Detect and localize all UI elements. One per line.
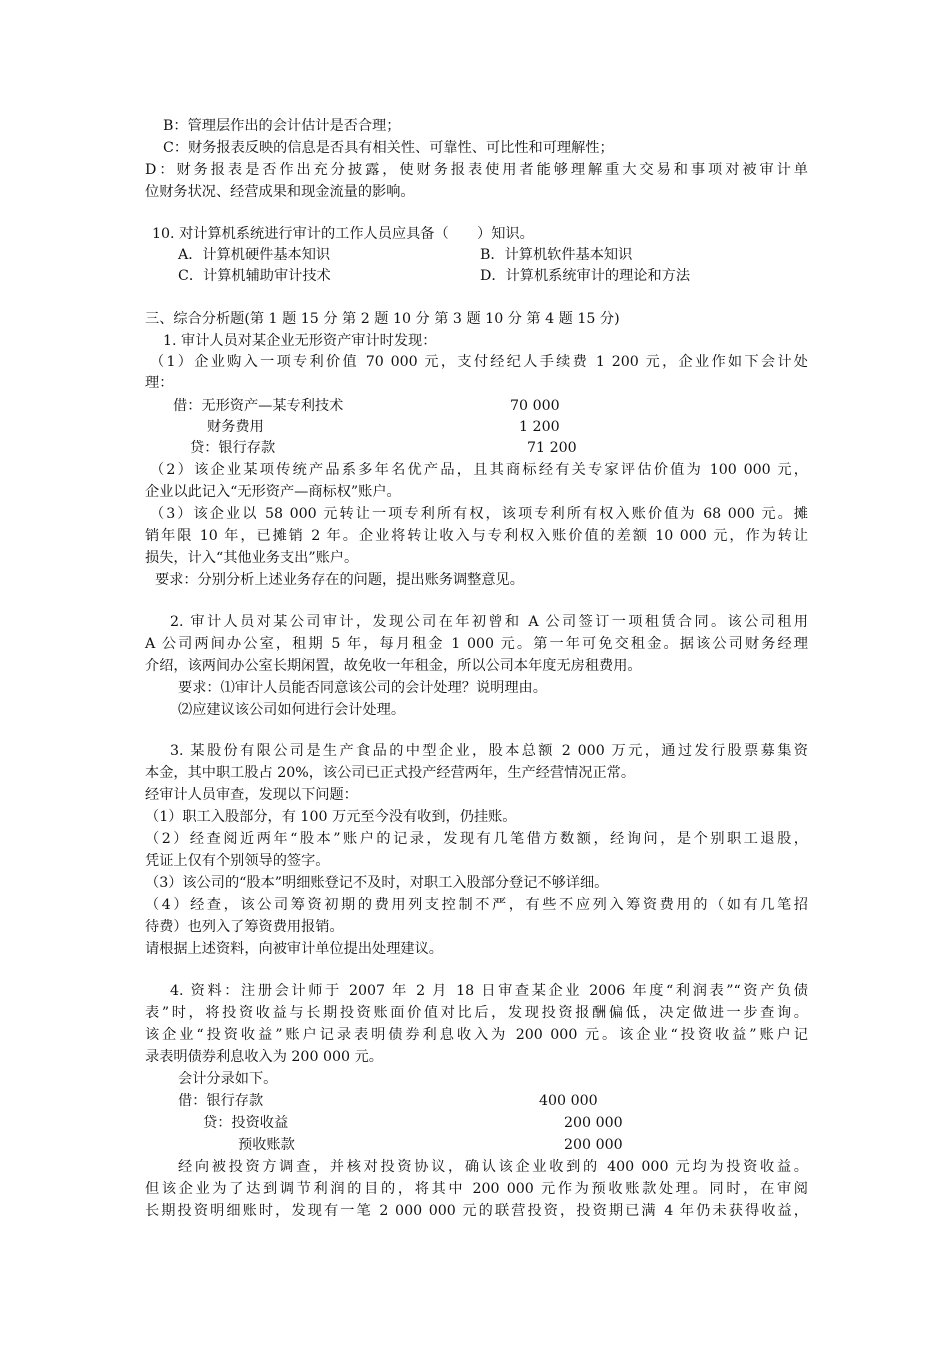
case3-item1: （1）职工入股部分，有 100 万元至今没有收到，仍挂账。 <box>145 809 517 825</box>
case1-item3-line2: 销年限 10 年，已摊销 2 年。企业将转让收入与专利权入账价值的差额 10 000 元，作为转让 <box>145 528 808 544</box>
case1-requirement: 要求：分别分析上述业务存在的问题，提出账务调整意见。 <box>155 572 524 588</box>
case3-item2-line2: 凭证上仅有个别领导的签字。 <box>145 853 330 869</box>
q10-option-b: B．计算机软件基本知识 <box>480 247 633 263</box>
case3-item2-line1: （2）经查阅近两年“股本”账户的记录，发现有几笔借方数额，经询问，是个别职工退股， <box>145 831 808 847</box>
case3-item3: （3）该公司的“股本”明细账登记不及时，对职工入股部分登记不够详细。 <box>145 875 609 891</box>
case4-after-line2: 但该企业为了达到调节利润的目的，将其中 200 000 元作为预收账款处理。同时，在审阅 <box>145 1181 808 1197</box>
case3-line2: 本金，其中职工股占 20%，该公司已正式投产经营两年，生产经营情况正常。 <box>145 765 636 781</box>
case1-entry-credit-amount: 71 200 <box>527 440 577 456</box>
case1-item1-line1: （1）企业购入一项专利价值 70 000 元，支付经纪人手续费 1 200 元，企业作如下会计处 <box>150 354 808 370</box>
case1-entry-credit: 贷：银行存款 <box>190 440 276 456</box>
case4-entry-debit-amount: 400 000 <box>539 1093 598 1109</box>
q10-option-c: C．计算机辅助审计技术 <box>178 268 331 284</box>
case3-item4-line2: 待费）也列入了筹资费用报销。 <box>145 919 344 935</box>
case4-after-line3: 长期投资明细账时，发现有一笔 2 000 000 元的联营投资，投资期已满 4 年仍未获得收益， <box>145 1203 808 1219</box>
case2-line3: 介绍，该两间办公室长期闲置，故免收一年租金，所以公司本年度无房租费用。 <box>145 658 642 674</box>
case4-line4: 录表明债券利息收入为 200 000 元。 <box>145 1049 383 1065</box>
q10-stem: 10. 对计算机系统进行审计的工作人员应具备（ ）知识。 <box>152 226 534 242</box>
case4-entry-credit2: 预收账款 <box>238 1137 295 1153</box>
case4-entry-debit: 借：银行存款 <box>178 1093 264 1109</box>
case1-entry-debit1: 借：无形资产—某专利技术 <box>173 398 344 414</box>
q9-option-b: B：管理层作出的会计估计是否合理； <box>163 118 401 134</box>
case4-line3: 该企业“投资收益”账户记录表明债券利息收入为 200 000 元。该企业“投资收益”账户记 <box>145 1027 808 1043</box>
case2-requirement2: ⑵应建议该公司如何进行会计处理。 <box>178 702 406 718</box>
case2-requirement1: 要求：⑴审计人员能否同意该公司的会计处理？说明理由。 <box>178 680 547 696</box>
case4-entry-title: 会计分录如下。 <box>178 1071 278 1087</box>
q10-option-d: D．计算机系统审计的理论和方法 <box>480 268 691 284</box>
case4-line1: 4. 资料：注册会计师于 2007 年 2 月 18 日审查某企业 2006 年度“利润表”“资产负债 <box>170 983 808 999</box>
case2-line1: 2. 审计人员对某公司审计，发现公司在年初曾和 A 公司签订一项租赁合同。该公司租用 <box>170 614 808 630</box>
case1-entry-debit2: 财务费用 <box>207 419 264 435</box>
case3-line1: 3. 某股份有限公司是生产食品的中型企业，股本总额 2 000 万元，通过发行股票募集资 <box>170 743 808 759</box>
case2-line2: A 公司两间办公室，租期 5 年，每月租金 1 000 元。第一年可免交租金。据该公司财务经理 <box>145 636 808 652</box>
case1-item2-line2: 企业以此记入“无形资产—商标权”账户。 <box>145 484 401 500</box>
case1-item3-line1: （3）该企业以 58 000 元转让一项专利所有权，该项专利所有权入账价值为 68 000 元。摊 <box>150 506 808 522</box>
case1-intro: 1. 审计人员对某企业无形资产审计时发现： <box>163 333 437 349</box>
q9-option-d-line2: 位财务状况、经营成果和现金流量的影响。 <box>145 184 415 200</box>
q9-option-d-line1: D：财务报表是否作出充分披露，使财务报表使用者能够理解重大交易和事项对被审计单 <box>145 162 808 178</box>
case1-entry-debit2-amount: 1 200 <box>519 419 560 435</box>
case3-item4-line1: （4）经查，该公司筹资初期的费用列支控制不严，有些不应列入筹资费用的（如有几笔招 <box>145 897 808 913</box>
q9-option-c: C：财务报表反映的信息是否具有相关性、可靠性、可比性和可理解性； <box>163 140 614 156</box>
case4-entry-credit2-amount: 200 000 <box>564 1137 623 1153</box>
case1-item3-line3: 损失，计入“其他业务支出”账户。 <box>145 550 359 566</box>
case4-line2: 表”时，将投资收益与长期投资账面价值对比后，发现投资报酬偏低，决定做进一步查询。 <box>145 1005 808 1021</box>
case4-after-line1: 经向被投资方调查，并核对投资协议，确认该企业收到的 400 000 元均为投资收益。 <box>178 1159 808 1175</box>
case4-entry-credit1-amount: 200 000 <box>564 1115 623 1131</box>
case1-item2-line1: （2）该企业某项传统产品系多年名优产品，且其商标经有关专家评估价值为 100 000 元， <box>150 462 808 478</box>
case1-item1-line2: 理： <box>145 375 174 391</box>
case1-entry-debit1-amount: 70 000 <box>510 398 560 414</box>
case3-line3: 经审计人员审查，发现以下问题： <box>145 787 358 803</box>
q10-option-a: A．计算机硬件基本知识 <box>178 247 331 263</box>
case3-closing: 请根据上述资料，向被审计单位提出处理建议。 <box>145 941 443 957</box>
section-heading: 三、综合分析题(第 1 题 15 分 第 2 题 10 分 第 3 题 10 分 第 4 题 15 分) <box>145 311 620 327</box>
case4-entry-credit1: 贷：投资收益 <box>203 1115 289 1131</box>
